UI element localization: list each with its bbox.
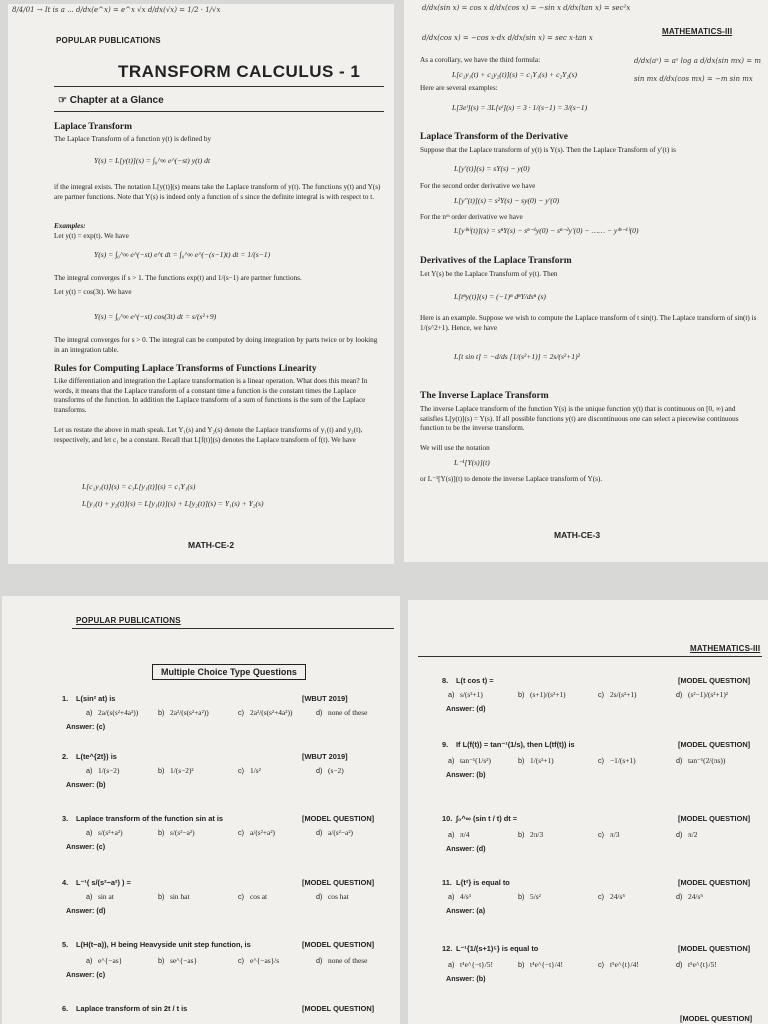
question-tag: [MODEL QUESTION] xyxy=(678,814,751,823)
option-label-d: d) xyxy=(316,828,323,837)
paragraph: The integral converges for s > 0. The integral can be computed by doing integration by parts twice or by looking in an integration table. xyxy=(54,336,378,354)
option-label-a: a) xyxy=(86,828,93,837)
option-a: 2a/(s(s²+4a²)) xyxy=(98,708,139,717)
option-label-c: c) xyxy=(238,708,244,717)
option-b: se^{−as} xyxy=(170,956,198,965)
question-number: 5. xyxy=(62,940,69,949)
question-text: L(sin² at) is xyxy=(76,694,116,703)
option-d: a/(s²−a²) xyxy=(328,828,354,837)
subject-header: MATHEMATICS-III xyxy=(662,27,733,36)
paragraph: Here are several examples: xyxy=(420,84,498,92)
option-label-a: a) xyxy=(86,708,93,717)
question-text: L{t²} is equal to xyxy=(456,878,510,887)
option-b: (s+1)/(s²+1) xyxy=(530,690,566,699)
chapter-title: TRANSFORM CALCULUS - 1 xyxy=(118,62,361,81)
option-label-d: d) xyxy=(316,708,323,717)
question-text: If L(f(t)) = tan⁻¹(1/s), then L(tf(t)) is xyxy=(456,740,575,749)
option-label-a: a) xyxy=(86,956,93,965)
paragraph: if the integral exists. The notation L[y(t)](s) means take the Laplace transform of y(t). The functions y(t) and Y(s) are partner functions. Note that Y(s) is indeed only a function of s since the definite integral is with respect to t. xyxy=(54,183,381,201)
option-label-d: d) xyxy=(316,766,323,775)
section-heading: Laplace Transform of the Derivative xyxy=(420,132,568,142)
option-label-a: a) xyxy=(86,892,93,901)
question-tag: [WBUT 2019] xyxy=(302,752,348,761)
option-label-d: d) xyxy=(676,756,683,765)
option-label-b: b) xyxy=(518,756,525,765)
option-label-b: b) xyxy=(158,766,165,775)
equation: Y(s) = ∫₀^∞ e^(−st) e^t dt = ∫₀^∞ e^(−(s−1)t) dt = 1/(s−1) xyxy=(94,250,271,259)
handwritten-note: 8/4/01 → It is a ... d/dx(e^x) = e^x √x d/dx(√x) = 1/2 · 1/√x xyxy=(12,6,221,14)
paragraph: For the second order derivative we have xyxy=(420,182,536,190)
option-b: 1/(s²+1) xyxy=(530,756,554,765)
paragraph: The inverse Laplace transform of the function Y(s) is the unique function y(t) that is continuous on [0, ∞) and satisfies L[y(t)](s) = Y(s). If all possible functions y(t) are discontinuous one can select a piecewise continuous function to be the inverse transform. xyxy=(420,405,739,433)
option-label-b: b) xyxy=(518,690,525,699)
publisher-header: POPULAR PUBLICATIONS xyxy=(76,616,181,625)
equation: L[c₁y₁(t)](s) = c₁L[y₁(t)](s) = c₁Y₁(s) xyxy=(82,482,196,491)
paragraph: Here is an example. Suppose we wish to compute the Laplace transform of t sin(t). The Laplace transform of sin(t) is 1/(s^2+1). Hence, we have xyxy=(420,314,757,332)
question-tag: [MODEL QUESTION] xyxy=(678,676,751,685)
option-a: 1/(s−2) xyxy=(98,766,120,775)
option-label-c: c) xyxy=(238,956,244,965)
option-label-c: c) xyxy=(598,690,604,699)
option-label-c: c) xyxy=(238,828,244,837)
paragraph: As a corollary, we have the third formula: xyxy=(420,56,541,64)
question-text: Laplace transform of the function sin at is xyxy=(76,814,224,823)
option-label-d: d) xyxy=(676,892,683,901)
equation: L[y⁽ⁿ⁾(t)](s) = sⁿY(s) − sⁿ⁻¹y(0) − sⁿ⁻²y′(0) − …… − y⁽ⁿ⁻¹⁾(0) xyxy=(454,226,639,235)
option-label-a: a) xyxy=(448,756,455,765)
equation: Y(s) = L[y(t)](s) = ∫₀^∞ e^(−st) y(t) dt xyxy=(94,156,211,165)
option-d: cos hat xyxy=(328,892,349,901)
option-c: cos at xyxy=(250,892,268,901)
option-d: tan⁻¹(2/(πs)) xyxy=(688,756,726,765)
option-b: sin hat xyxy=(170,892,190,901)
question-number: 8. xyxy=(442,676,449,685)
option-label-b: b) xyxy=(518,960,525,969)
equation: L[c₁y₁(t) + c₂y₂(t)](s) = c₁Y₁(s) + c₂Y₂(s) xyxy=(452,70,578,79)
option-c: 2s/(s²+1) xyxy=(610,690,637,699)
handwritten-note: d/dx(cos x) = −cos x·dx d/dx(sin x) = sec x·tan x xyxy=(422,34,593,42)
option-d: none of these xyxy=(328,956,368,965)
question-number: 9. xyxy=(442,740,449,749)
option-b: 1/(s−2)² xyxy=(170,766,194,775)
option-c: t⁵e^{t}/4! xyxy=(610,960,639,969)
subject-header: MATHEMATICS-III xyxy=(690,644,761,653)
section-heading: Derivatives of the Laplace Transform xyxy=(420,256,572,266)
option-c: 24/s⁵ xyxy=(610,892,625,901)
option-label-b: b) xyxy=(158,828,165,837)
option-label-b: b) xyxy=(158,956,165,965)
option-label-a: a) xyxy=(86,766,93,775)
option-c: a/(s²+a²) xyxy=(250,828,276,837)
question-text: L⁻¹( s/(s²−a²) ) = xyxy=(76,878,131,887)
question-number: 6. xyxy=(62,1004,69,1013)
option-b: 5/s² xyxy=(530,892,541,901)
option-c: π/3 xyxy=(610,830,620,839)
equation: L[3eᵗ](s) = 3L[eᵗ](s) = 3 · 1/(s−1) = 3/(s−1) xyxy=(452,103,588,112)
option-a: s/(s²+1) xyxy=(460,690,483,699)
option-label-a: a) xyxy=(448,892,455,901)
equation: L[t sin t] = −d/ds [1/(s²+1)] = 2s/(s²+1)² xyxy=(454,352,580,361)
pointing-hand-icon: ☞ xyxy=(58,95,67,106)
paragraph: Let y(t) = exp(t). We have xyxy=(54,232,129,240)
option-b: s/(s²−a²) xyxy=(170,828,195,837)
page-math-ce-2 xyxy=(8,4,394,564)
page-footer: MATH-CE-3 xyxy=(554,530,601,540)
question-tag: [MODEL QUESTION] xyxy=(302,878,375,887)
option-a: π/4 xyxy=(460,830,470,839)
option-a: t⁴e^{−t}/5! xyxy=(460,960,493,969)
option-b: 2a²/(s(s²+a²)) xyxy=(170,708,209,717)
option-label-c: c) xyxy=(238,766,244,775)
option-d: none of these xyxy=(328,708,368,717)
answer-line: Answer: (d) xyxy=(66,906,106,915)
option-label-a: a) xyxy=(448,690,455,699)
paragraph: Let us restate the above in math speak. Let Y₁(s) and Y₂(s) denote the Laplace transforms of y₁(t) and y₂(t), respectively, and let c₁ be a constant. Recall that L[f(t)](s) denotes the Laplace transform of f(t). We have xyxy=(54,426,363,444)
paragraph: The integral converges if s > 1. The functions exp(t) and 1/(s−1) are partner functions. xyxy=(54,274,302,282)
option-b: 2π/3 xyxy=(530,830,544,839)
option-b: t⁴e^{−t}/4! xyxy=(530,960,563,969)
option-label-a: a) xyxy=(448,830,455,839)
option-c: e^{−as}/s xyxy=(250,956,280,965)
equation: L[tⁿy(t)](s) = (−1)ⁿ dⁿY/dsⁿ (s) xyxy=(454,292,546,301)
option-label-c: c) xyxy=(598,830,604,839)
answer-line: Answer: (c) xyxy=(66,970,106,979)
option-label-b: b) xyxy=(518,830,525,839)
chapter-at-a-glance: ☞ Chapter at a Glance xyxy=(58,95,164,106)
equation: L⁻¹[Y(s)](t) xyxy=(454,458,490,467)
question-number: 10. xyxy=(442,814,453,823)
option-label-c: c) xyxy=(238,892,244,901)
option-d: (s²−1)/(s²+1)² xyxy=(688,690,729,699)
option-d: (s−2) xyxy=(328,766,344,775)
page-footer: MATH-CE-2 xyxy=(188,540,235,550)
question-tag: [MODEL QUESTION] xyxy=(302,940,375,949)
question-text: L(t cos t) = xyxy=(456,676,494,685)
question-text: ∫₀^∞ (sin t / t) dt = xyxy=(456,814,518,823)
equation: L[y₁(t) + y₂(t)](s) = L[y₁(t)](s) + L[y₂(t)](s) = Y₁(s) + Y₂(s) xyxy=(82,499,264,508)
option-d: 24/s⁵ xyxy=(688,892,703,901)
examples-label: Examples: xyxy=(54,222,86,230)
option-a: tan⁻¹(1/s²) xyxy=(460,756,491,765)
equation: L[y″(t)](s) = s²Y(s) − sy(0) − y′(0) xyxy=(454,196,560,205)
option-a: s/(s²+a²) xyxy=(98,828,123,837)
answer-line: Answer: (d) xyxy=(446,704,486,713)
option-label-c: c) xyxy=(598,960,604,969)
option-label-b: b) xyxy=(518,892,525,901)
option-label-c: c) xyxy=(598,756,604,765)
answer-line: Answer: (c) xyxy=(66,722,106,731)
question-number: 3. xyxy=(62,814,69,823)
option-c: −1/(s+1) xyxy=(610,756,636,765)
question-tag: [MODEL QUESTION] xyxy=(302,1004,375,1013)
publisher-header: POPULAR PUBLICATIONS xyxy=(56,36,161,45)
section-box-title: Multiple Choice Type Questions xyxy=(152,664,306,680)
option-a: sin at xyxy=(98,892,114,901)
question-number: 4. xyxy=(62,878,69,887)
option-a: e^{−as} xyxy=(98,956,123,965)
answer-line: Answer: (b) xyxy=(446,974,486,983)
question-text: Laplace transform of sin 2t / t is xyxy=(76,1004,188,1013)
option-a: 4/s³ xyxy=(460,892,471,901)
paragraph: Suppose that the Laplace transform of y(t) is Y(s). Then the Laplace Transform of y′(t) is xyxy=(420,146,676,154)
page-math-ce-3 xyxy=(404,0,768,562)
question-text: L⁻¹{1/(s+1)⁵} is equal to xyxy=(456,944,539,953)
paragraph: For the nᵗʰ order derivative we have xyxy=(420,213,523,221)
option-label-b: b) xyxy=(158,708,165,717)
question-text: L(te^{2t}) is xyxy=(76,752,117,761)
question-tag: [MODEL QUESTION] xyxy=(678,944,751,953)
option-d: t⁵e^{t}/5! xyxy=(688,960,717,969)
option-label-b: b) xyxy=(158,892,165,901)
question-tag: [MODEL QUESTION] xyxy=(680,1014,753,1023)
equation: L[y′(t)](s) = sY(s) − y(0) xyxy=(454,164,530,173)
option-label-d: d) xyxy=(676,690,683,699)
question-number: 12. xyxy=(442,944,453,953)
answer-line: Answer: (d) xyxy=(446,844,486,853)
paragraph: Like differentiation and integration the Laplace transformation is a linear operation. What does this mean? In words, it means that the Laplace transform of a constant time a function is the constant times the Laplace transforms of the function. In addition the Laplace transform of a sum of functions is the sum of the Laplace transforms. xyxy=(54,377,368,414)
answer-line: Answer: (b) xyxy=(66,780,106,789)
option-c: 2a²/(s(s²+4a²)) xyxy=(250,708,293,717)
paragraph: Let y(t) = cos(3t). We have xyxy=(54,288,132,296)
section-heading: The Inverse Laplace Transform xyxy=(420,391,549,401)
question-number: 11. xyxy=(442,878,452,887)
section-heading: Laplace Transform xyxy=(54,122,133,132)
question-tag: [MODEL QUESTION] xyxy=(678,740,751,749)
paragraph: Let Y(s) be the Laplace Transform of y(t). Then xyxy=(420,270,558,278)
paragraph: We will use the notation xyxy=(420,444,490,452)
section-heading: Rules for Computing Laplace Transforms of Functions Linearity xyxy=(54,364,317,374)
question-number: 1. xyxy=(62,694,69,703)
option-c: 1/s² xyxy=(250,766,261,775)
answer-line: Answer: (c) xyxy=(66,842,106,851)
option-label-d: d) xyxy=(676,830,683,839)
page-mcq-left xyxy=(2,596,400,1024)
option-label-d: d) xyxy=(316,892,323,901)
handwritten-note: d/dx(sin x) = cos x d/dx(cos x) = −sin x d/dx(tan x) = sec²x xyxy=(422,4,631,12)
option-label-c: c) xyxy=(598,892,604,901)
answer-line: Answer: (b) xyxy=(446,770,486,779)
paragraph: The Laplace Transform of a function y(t) is defined by xyxy=(54,135,212,143)
question-tag: [MODEL QUESTION] xyxy=(302,814,375,823)
paragraph: or L⁻¹[Y(s)](t) to denote the inverse Laplace transform of Y(s). xyxy=(420,475,603,483)
answer-line: Answer: (a) xyxy=(446,906,486,915)
question-text: L(H(t−a)), H being Heavyside unit step function, is xyxy=(76,940,251,949)
equation: Y(s) = ∫₀^∞ e^(−st) cos(3t) dt = s/(s²+9) xyxy=(94,312,217,321)
handwritten-note: d/dx(aˣ) = aˣ log a d/dx(sin mx) = m sin mx d/dx(cos mx) = −m sin mx xyxy=(634,57,761,83)
question-tag: [MODEL QUESTION] xyxy=(678,878,751,887)
page-mcq-right xyxy=(408,600,768,1024)
option-d: π/2 xyxy=(688,830,698,839)
question-tag: [WBUT 2019] xyxy=(302,694,348,703)
option-label-a: a) xyxy=(448,960,455,969)
option-label-d: d) xyxy=(316,956,323,965)
option-label-d: d) xyxy=(676,960,683,969)
question-number: 2. xyxy=(62,752,69,761)
